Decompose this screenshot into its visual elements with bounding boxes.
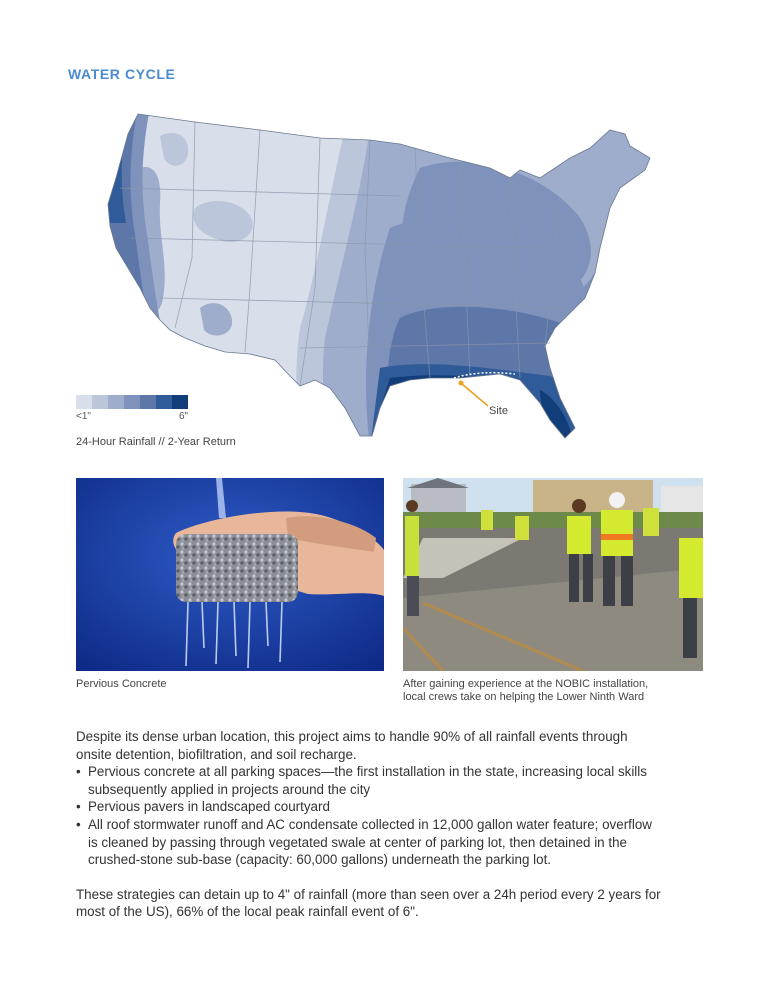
list-line: Pervious pavers in landscaped courtyard (88, 799, 330, 815)
right-photo-caption (403, 678, 648, 704)
section-heading: WATER CYCLE (68, 66, 176, 82)
intro-paragraph (76, 728, 706, 763)
legend-min-label: <1" (76, 411, 91, 422)
list-line: is cleaned by passing through vegetated swale at center of parking lot, then detained in the (88, 834, 627, 850)
list-line: All roof stormwater runoff and AC condensate collected in 12,000 gallon water feature; overflow (88, 816, 652, 832)
list-line: subsequently applied in projects around the city (88, 781, 371, 797)
left-photo-caption: Pervious Concrete (76, 678, 167, 690)
closing-line: most of the US), 66% of the local peak rainfall event of 6". (76, 904, 419, 920)
intro-line: onsite detention, biofiltration, and soil recharge. (76, 746, 357, 762)
right-caption-line1: After gaining experience at the NOBIC installation, (403, 678, 649, 690)
legend-swatch (108, 395, 124, 409)
legend-swatch (156, 395, 172, 409)
site-label: Site (489, 405, 508, 417)
list-item (76, 798, 706, 816)
closing-line: These strategies can detain up to 4" of rainfall (more than seen over a 24h period every 2 years for (76, 886, 661, 902)
legend-swatch (124, 395, 140, 409)
list-item (76, 816, 706, 869)
crew-photo (403, 478, 703, 671)
legend-swatch (92, 395, 108, 409)
legend-swatch (140, 395, 156, 409)
map-caption: 24-Hour Rainfall // 2-Year Return (76, 436, 236, 448)
rainfall-legend (76, 395, 188, 409)
list-item (76, 763, 706, 798)
right-caption-line2: local crews take on helping the Lower Ninth Ward (403, 691, 645, 703)
body-text (76, 728, 706, 921)
legend-swatch (172, 395, 188, 409)
intro-line: Despite its dense urban location, this project aims to handle 90% of all rainfall events through (76, 729, 628, 744)
strategy-list (76, 763, 706, 869)
closing-paragraph (76, 886, 706, 921)
legend-swatch (76, 395, 92, 409)
list-line: crushed-stone sub-base (capacity: 60,000 gallons) underneath the parking lot. (88, 852, 552, 868)
legend-max-label: 6" (179, 411, 189, 422)
pervious-concrete-photo (76, 478, 384, 671)
list-line: Pervious concrete at all parking spaces—the first installation in the state, increasing local skills (88, 764, 647, 780)
